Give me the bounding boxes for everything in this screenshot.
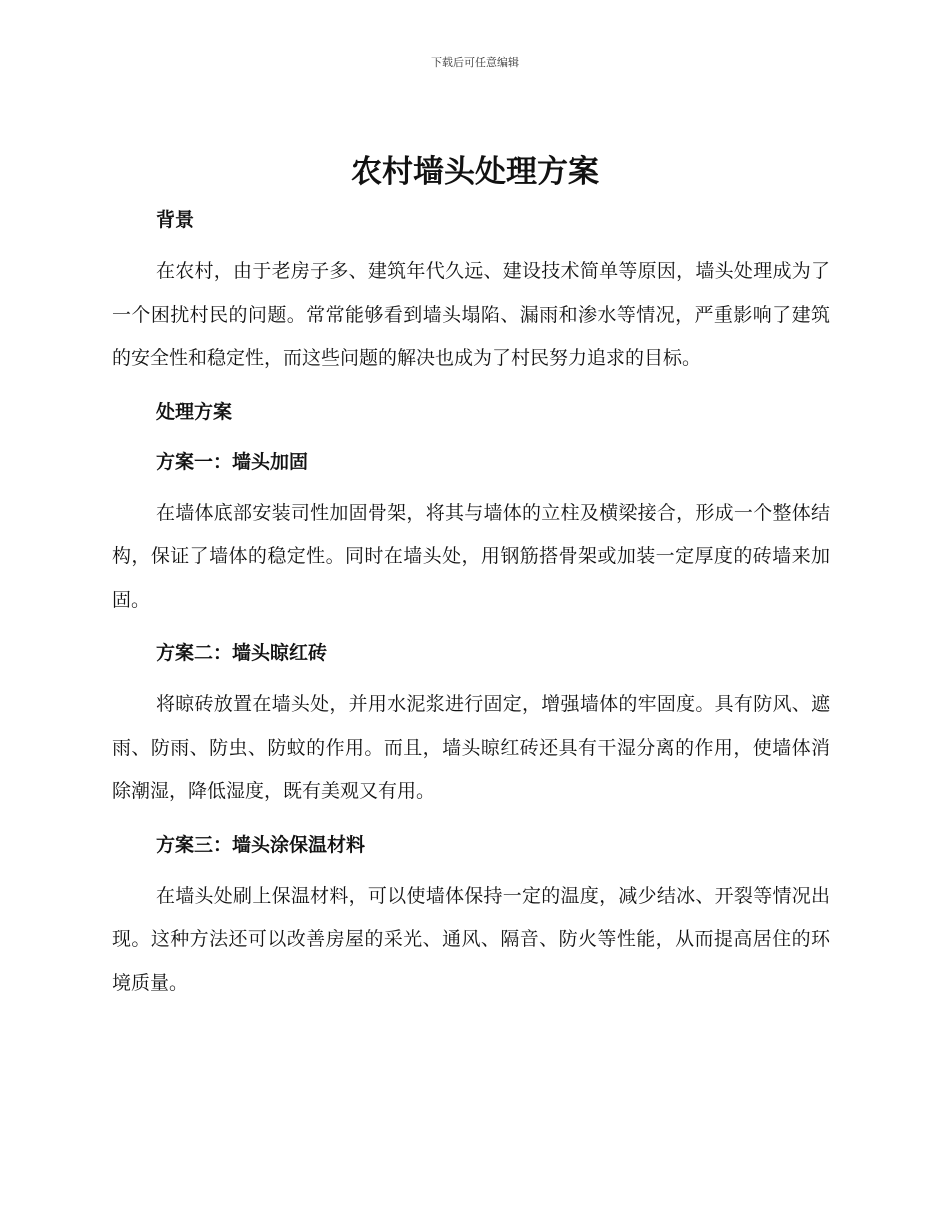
section-paragraph: 在墙体底部安装司性加固骨架，将其与墙体的立柱及横梁接合，形成一个整体结构，保证了墙体的稳定性。同时在墙头处，用钢筋搭骨架或加装一定厚度的砖墙来加固。 [112, 501, 830, 611]
section-solution-one [112, 442, 830, 634]
section-heading: 方案三：墙头涂保温材料 [156, 833, 366, 856]
section-paragraph: 在农村，由于老房子多、建筑年代久远、建设技术简单等原因，墙头处理成为了一个困扰村民的问题。常常能够看到墙头塌陷、漏雨和渗水等情况，严重影响了建筑的安全性和稳定性，而这些问题的解决也成为了村民努力追求的目标。 [112, 260, 830, 369]
section-solution-three [112, 825, 830, 1006]
section-solutions [112, 392, 830, 442]
document-title: 农村墙头处理方案 [351, 154, 599, 190]
section-paragraph: 在墙头处刷上保温材料，可以使墙体保持一定的温度，减少结冰、开裂等情况出现。这种方法还可以改善房屋的采光、通风、隔音、防火等性能，从而提高居住的环境质量。 [112, 884, 830, 994]
section-heading: 方案二：墙头晾红砖 [156, 642, 328, 664]
section-heading: 背景 [156, 209, 195, 231]
section-background [112, 200, 830, 392]
section-heading: 方案一：墙头加固 [156, 450, 309, 473]
section-heading: 处理方案 [156, 400, 233, 423]
document-body [112, 200, 830, 1005]
page-header-note: 下载后可任意编辑 [431, 56, 519, 69]
section-paragraph: 将晾砖放置在墙头处，并用水泥浆进行固定，增强墙体的牢固度。具有防风、遮雨、防雨、防虫、防蚊的作用。而且，墙头晾红砖还具有干湿分离的作用，使墙体消除潮湿，降低湿度，既有美观又有用。 [112, 693, 830, 802]
section-solution-two [112, 633, 830, 825]
